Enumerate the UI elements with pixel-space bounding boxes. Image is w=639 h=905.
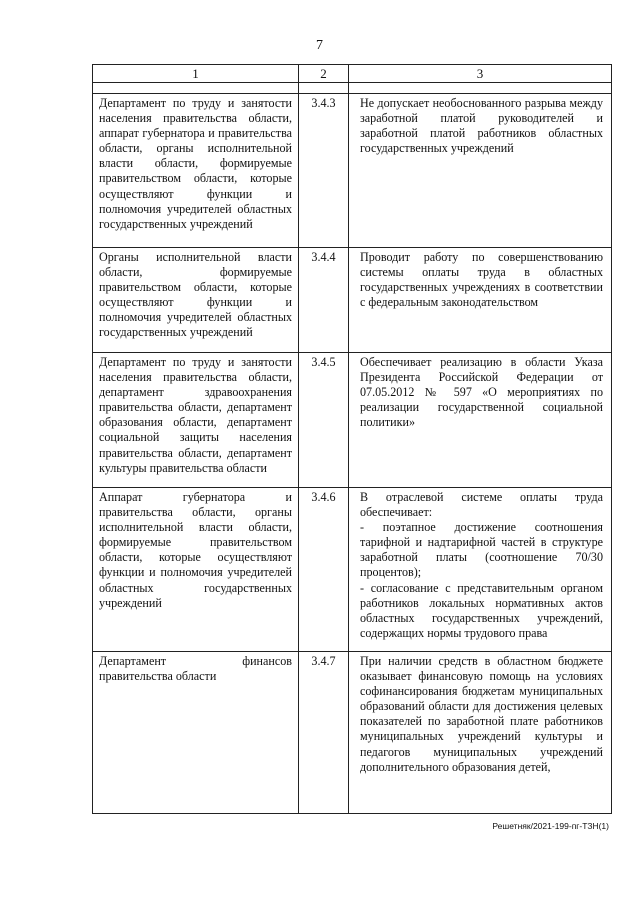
action-text: При наличии средств в областном бюджете оказывает финансовую помощь на условиях софинансирования бюджетам муниципальных образований области для достижения целевых показателей по заработной плате работников муниципальных учреждений культуры и педагогов муниципальных учреждений дополнительного образования детей, <box>360 654 603 774</box>
action-cell <box>349 94 612 248</box>
column-header-3: 3 <box>349 65 612 83</box>
responsible-text: Департамент финансов правительства области <box>99 654 292 684</box>
responsible-text: Департамент по труду и занятости населения правительства области, аппарат губернатора и правительства области, органы исполнительной власти области, формируемые правительством области, которые осуществляют функции и полномочия учредителей областных государственных учреждений <box>99 96 292 231</box>
responsible-cell <box>93 248 299 353</box>
table-row <box>93 248 612 353</box>
document-table <box>92 64 612 814</box>
table-row <box>93 488 612 652</box>
action-cell <box>349 652 612 814</box>
item-code: 3.4.7 <box>311 654 336 668</box>
item-code-cell <box>299 488 349 652</box>
table-header-row <box>93 65 612 83</box>
action-cell <box>349 488 612 652</box>
item-code: 3.4.6 <box>311 490 336 504</box>
item-code-cell <box>299 248 349 353</box>
item-code: 3.4.4 <box>311 250 336 264</box>
table-row <box>93 652 612 814</box>
column-header-1: 1 <box>93 65 299 83</box>
spacer-cell <box>93 83 299 94</box>
action-text: В отраслевой системе оплаты труда обеспечивает: - поэтапное достижение соотношения тарифной и надтарифной частей в структуре заработной платы (соотношение 70/30 процентов); - согласование с представительным органом работников локальных нормативных актов областных государственных учреждений, содержащих нормы трудового права <box>360 490 603 640</box>
spacer-cell <box>299 83 349 94</box>
item-code-cell <box>299 353 349 488</box>
responsible-cell <box>93 652 299 814</box>
page-number: 7 <box>316 38 323 53</box>
item-code: 3.4.5 <box>311 355 336 369</box>
responsible-cell <box>93 94 299 248</box>
action-cell <box>349 248 612 353</box>
item-code-cell <box>299 652 349 814</box>
table-spacer-row <box>93 83 612 94</box>
responsible-text: Аппарат губернатора и правительства области, органы исполнительной власти области, формируемые правительством области, которые осуществляют функции и полномочия учредителей областных государственных учреждений <box>99 490 292 610</box>
table-row <box>93 94 612 248</box>
document-reference: Решетняк/2021-199-пг-ТЗН(1) <box>492 821 609 831</box>
responsible-text: Департамент по труду и занятости населения правительства области, департамент здравоохранения правительства области, департамент образования области, департамент социальной защиты населения правительства области, департамент культуры правительства области <box>99 355 292 475</box>
responsible-cell <box>93 353 299 488</box>
action-text: Обеспечивает реализацию в области Указа Президента Российской Федерации от 07.05.2012 № 597 «О мероприятиях по реализации государственной социальной политики» <box>360 355 603 430</box>
action-text: Не допускает необоснованного разрыва между заработной платой руководителей и заработной платой работников областных государственных учреждений <box>360 96 603 156</box>
table-row <box>93 353 612 488</box>
spacer-cell <box>349 83 612 94</box>
responsible-cell <box>93 488 299 652</box>
action-text: Проводит работу по совершенствованию системы оплаты труда в областных государственных учреждениях в соответствии с федеральным законодательством <box>360 250 603 310</box>
item-code-cell <box>299 94 349 248</box>
item-code: 3.4.3 <box>311 96 336 110</box>
action-cell <box>349 353 612 488</box>
responsible-text: Органы исполнительной власти области, формируемые правительством области, которые осуществляют функции и полномочия учредителей областных государственных учреждений <box>99 250 292 340</box>
column-header-2: 2 <box>299 65 349 83</box>
